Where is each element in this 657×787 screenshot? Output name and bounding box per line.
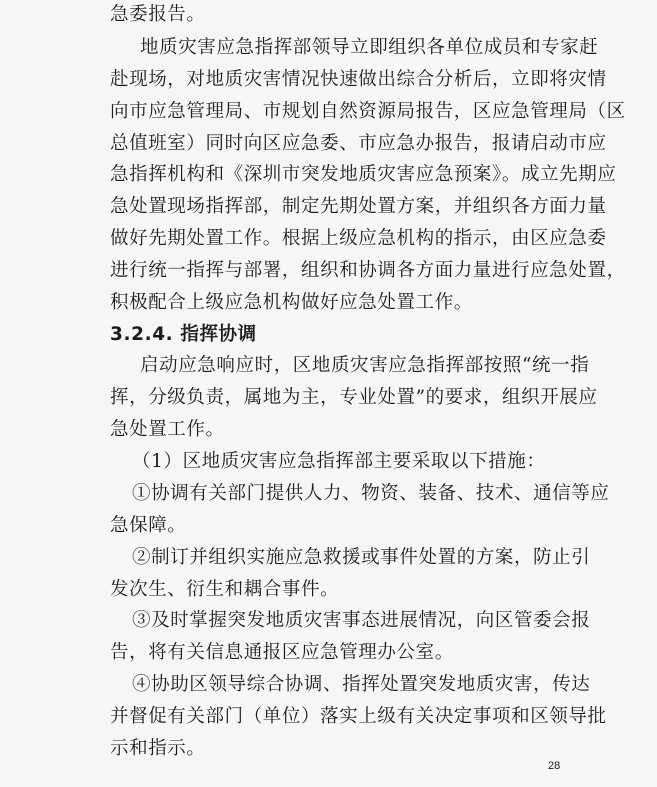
text-line: 急处置工作。 (110, 419, 225, 440)
text-line: 告，将有关信息通报区应急管理办公室。 (110, 642, 454, 663)
text-line: 地质灾害应急指挥部领导立即组织各单位成员和专家赶 (140, 37, 599, 58)
text-line: ②制订并组织实施应急救援或事件处置的方案，防止引 (132, 547, 591, 568)
text-line: ④协助区领导综合协调、指挥处置突发地质灾害，传达 (132, 674, 591, 695)
text-line: 并督促有关部门（单位）落实上级有关决定事项和区领导批 (110, 706, 607, 727)
page-number: 28 (548, 760, 561, 772)
text-line: （1）区地质灾害应急指挥部主要采取以下措施： (132, 451, 546, 472)
text-line: 做好先期处置工作。根据上级应急机构的指示，由区应急委 (110, 228, 607, 249)
text-line: 进行统一指挥与部署，组织和协调各方面力量进行应急处置， (110, 260, 626, 281)
text-line: 发次生、衍生和耦合事件。 (110, 579, 340, 600)
text-line: 挥，分级负责，属地为主，专业处置”的要求，组织开展应 (110, 387, 598, 408)
text-line: ③及时掌握突发地质灾害事态进展情况，向区管委会报 (132, 610, 591, 631)
text-line: 启动应急响应时，区地质灾害应急指挥部按照“统一指 (140, 355, 590, 376)
text-line: 积极配合上级应急机构做好应急处置工作。 (110, 292, 473, 313)
text-line: 急保障。 (110, 515, 187, 536)
text-line: 向市应急管理局、市规划自然资源局报告，区应急管理局（区 (110, 101, 626, 122)
section-heading: 3.2.4. 指挥协调 (110, 324, 257, 345)
text-line: 示和指示。 (110, 738, 206, 759)
text-line: ①协调有关部门提供人力、物资、装备、技术、通信等应 (132, 483, 610, 504)
text-line: 总值班室）同时向区应急委、市应急办报告，报请启动市应 (110, 133, 607, 154)
text-line: 赴现场，对地质灾害情况快速做出综合分析后，立即将灾情 (110, 69, 607, 90)
text-line: 急指挥机构和《深圳市突发地质灾害应急预案》。成立先期应 (110, 164, 617, 185)
text-line: 急委报告。 (110, 4, 206, 25)
text-line: 急处置现场指挥部，制定先期处置方案，并组织各方面力量 (110, 196, 607, 217)
